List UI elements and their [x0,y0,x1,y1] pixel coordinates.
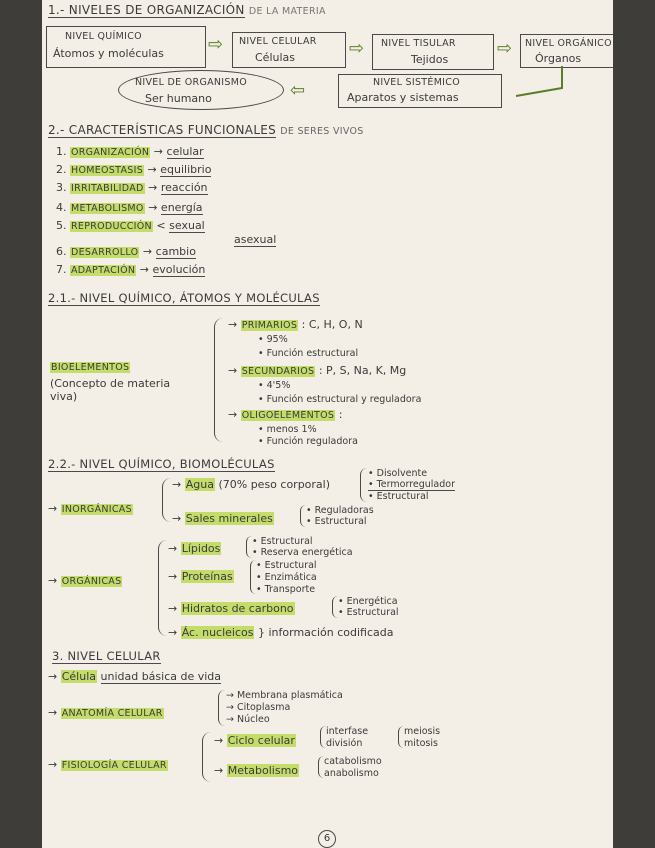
agua-row: → Agua (70% peso corporal) [172,478,331,491]
char-num: 6. [56,245,67,258]
acidos-row: → Ác. nucleicos } información codificada [168,626,394,639]
char-row: 4. METABOLISMO → energía [56,201,203,214]
char-name: ORGANIZACIÓN [71,147,150,158]
secundarios-value: : P, S, Na, K, Mg [318,364,407,377]
level-tisular-label: NIVEL TISULAR [381,38,456,49]
oligo-func: • Función reguladora [258,436,358,447]
char-result: equilibrio [160,163,212,176]
level-quimico-label: NIVEL QUÍMICO [65,31,142,42]
celula-label: Célula [61,670,96,683]
char-repro-extra: asexual [234,233,277,246]
char-row: 1. ORGANIZACIÓN → celular [56,145,204,158]
char-result: sexual [169,219,205,232]
primarios-func: • Función estructural [258,348,359,359]
section22-title [48,458,275,471]
inorganicas-row: → INORGÁNICAS [48,502,132,515]
proteinas-prop: • Enzimática [256,572,317,583]
lipidos-prop: • Reserva energética [252,547,353,558]
acidos-note: información codificada [268,626,394,639]
secundarios-row: → SECUNDARIOS : P, S, Na, K, Mg [228,364,407,377]
char-name: REPRODUCCIÓN [71,221,152,232]
char-name: HOMEOSTASIS [71,165,144,176]
arrow-left-icon: ⇦ [290,80,306,101]
primarios-label: PRIMARIOS [241,320,298,331]
agua-note: (70% peso corporal) [218,478,331,491]
level-celular-label: NIVEL CELULAR [239,36,317,47]
char-row: 2. HOMEOSTASIS → equilibrio [56,163,212,176]
char-num: 5. [56,219,67,232]
celula-row: → Célula unidad básica de vida [48,670,222,683]
proteinas-row: → Proteínas [168,570,233,583]
hidratos-prop: • Energética [338,596,398,607]
bioelementos-block [50,360,130,373]
primarios-value: : C, H, O, N [301,318,363,331]
fisiologia-row: → FISIOLOGÍA CELULAR [48,758,167,771]
level-sistemico-label: NIVEL SISTÉMICO [373,77,460,88]
section3-title-label: 3. NIVEL CELULAR [52,649,161,663]
char-result: celular [166,145,204,158]
secundarios-func: • Función estructural y reguladora [258,394,422,405]
level-quimico-desc: Átomos y moléculas [53,47,164,60]
section3-title [52,650,161,663]
ciclo-a: interfase [326,726,369,737]
secundarios-label: SECUNDARIOS [241,366,315,377]
level-celular-desc: Células [255,51,296,64]
arrow-right-icon: ⇨ [208,34,224,55]
page-number: 6 [318,830,336,848]
lipidos-row: → Lípidos [168,542,221,555]
sales-prop: • Estructural [306,516,367,527]
lipidos-prop: • Estructural [252,536,313,547]
ciclo-row: → Ciclo celular [214,734,295,747]
agua-label: Agua [185,478,214,491]
inorganicas-label: INORGÁNICAS [61,504,132,515]
organicas-row: → ORGÁNICAS [48,574,122,587]
title-suffix: DE LA MATERIA [248,6,326,17]
ciclo-label: Ciclo celular [227,734,295,747]
char-name: DESARROLLO [71,247,139,258]
proteinas-prop: • Transporte [256,584,316,595]
metab-b: anabolismo [324,768,379,779]
level-organico-label: NIVEL ORGÁNICO [525,38,612,49]
anatomia-part-label: Núcleo [236,714,270,725]
metab-row: → Metabolismo [214,764,299,777]
brace [158,540,167,636]
notebook-page [42,0,613,848]
organicas-label: ORGÁNICAS [61,576,122,587]
anatomia-part: → Citoplasma [226,702,291,713]
char-name: IRRITABILIDAD [71,183,144,194]
char-result: evolución [152,263,206,276]
hidratos-label: Hidratos de carbono [181,602,294,615]
brace [218,690,225,726]
brace [214,318,223,442]
section2-suffix: DE SERES VIVOS [280,126,364,137]
anatomia-part-label: Citoplasma [236,702,291,713]
ciclo-b: división [326,738,363,749]
char-num: 4. [56,201,67,214]
char-result: energía [160,201,203,214]
agua-prop: • Termorregulador [368,479,456,490]
level-sistemico-box [338,74,502,108]
char-name: ADAPTACIÓN [71,265,136,276]
lipidos-label: Lípidos [181,542,221,555]
anatomia-part: → Membrana plasmática [226,690,343,701]
title-label: 1.- NIVELES DE ORGANIZACIÓN [48,3,245,17]
char-num: 3. [56,181,67,194]
oligo-row: → OLIGOELEMENTOS : [228,408,343,421]
bio-desc-2: viva) [50,390,78,403]
fisiologia-label: FISIOLOGÍA CELULAR [61,760,167,771]
char-name: METABOLISMO [71,203,144,214]
brace [162,478,171,522]
section2-title [48,124,364,137]
char-num: 2. [56,163,67,176]
celula-desc: unidad básica de vida [100,670,222,683]
section22-title-label: 2.2.- NIVEL QUÍMICO, BIOMOLÉCULAS [48,457,275,471]
primarios-row: → PRIMARIOS : C, H, O, N [228,318,363,331]
level-organismo-ellipse [118,70,284,110]
ciclo-d: mitosis [404,738,438,749]
primarios-pct: • 95% [258,334,288,345]
anatomia-label: ANATOMÍA CELULAR [61,708,163,719]
char-row: 3. IRRITABILIDAD → reacción [56,181,208,194]
char-num: 1. [56,145,67,158]
secundarios-pct: • 4'5% [258,380,291,391]
level-tisular-desc: Tejidos [411,53,449,66]
hidratos-row: → Hidratos de carbono [168,602,294,615]
hidratos-prop: • Estructural [338,607,399,618]
char-row: 7. ADAPTACIÓN → evolución [56,263,206,276]
level-organico-desc: Órganos [535,52,582,65]
char-row: 5. REPRODUCCIÓN < sexual [56,219,205,232]
char-num: 7. [56,263,67,276]
section21-title [48,292,320,305]
char-row: 6. DESARROLLO → cambio [56,245,196,258]
sales-row: → Sales minerales [172,512,273,525]
oligo-label: OLIGOELEMENTOS [241,410,335,421]
agua-prop: • Estructural [368,491,429,502]
level-organismo-desc: Ser humano [145,92,212,105]
agua-prop: • Disolvente [368,468,428,479]
oligo-pct: • menos 1% [258,424,317,435]
arrow-right-icon: ⇨ [349,38,365,59]
anatomia-part-label: Membrana plasmática [236,690,343,701]
anatomia-row: → ANATOMÍA CELULAR [48,706,163,719]
section2-title-label: 2.- CARACTERÍSTICAS FUNCIONALES [48,123,277,137]
level-organismo-label: NIVEL DE ORGANISMO [135,77,248,88]
section21-title-label: 2.1.- NIVEL QUÍMICO, ÁTOMOS Y MOLÉCULAS [48,291,320,305]
char-result: reacción [160,181,208,194]
brace [360,468,367,502]
bio-desc-1: (Concepto de materia [50,377,171,390]
flow-connector [42,0,613,120]
oligo-value: : [338,408,343,421]
metab-label: Metabolismo [227,764,299,777]
sales-prop: • Reguladoras [306,505,374,516]
arrow-right-icon: ⇨ [497,38,513,59]
char-result: cambio [155,245,196,258]
bioelementos-label: BIOELEMENTOS [51,362,130,373]
proteinas-prop: • Estructural [256,560,317,571]
anatomia-part: → Núcleo [226,714,270,725]
proteinas-label: Proteínas [181,570,233,583]
brace [202,732,211,782]
level-sistemico-desc: Aparatos y sistemas [347,91,459,104]
sales-label: Sales minerales [185,512,273,525]
metab-a: catabolismo [324,756,382,767]
acidos-label: Ác. nucleicos [181,626,254,639]
ciclo-c: meiosis [404,726,441,737]
